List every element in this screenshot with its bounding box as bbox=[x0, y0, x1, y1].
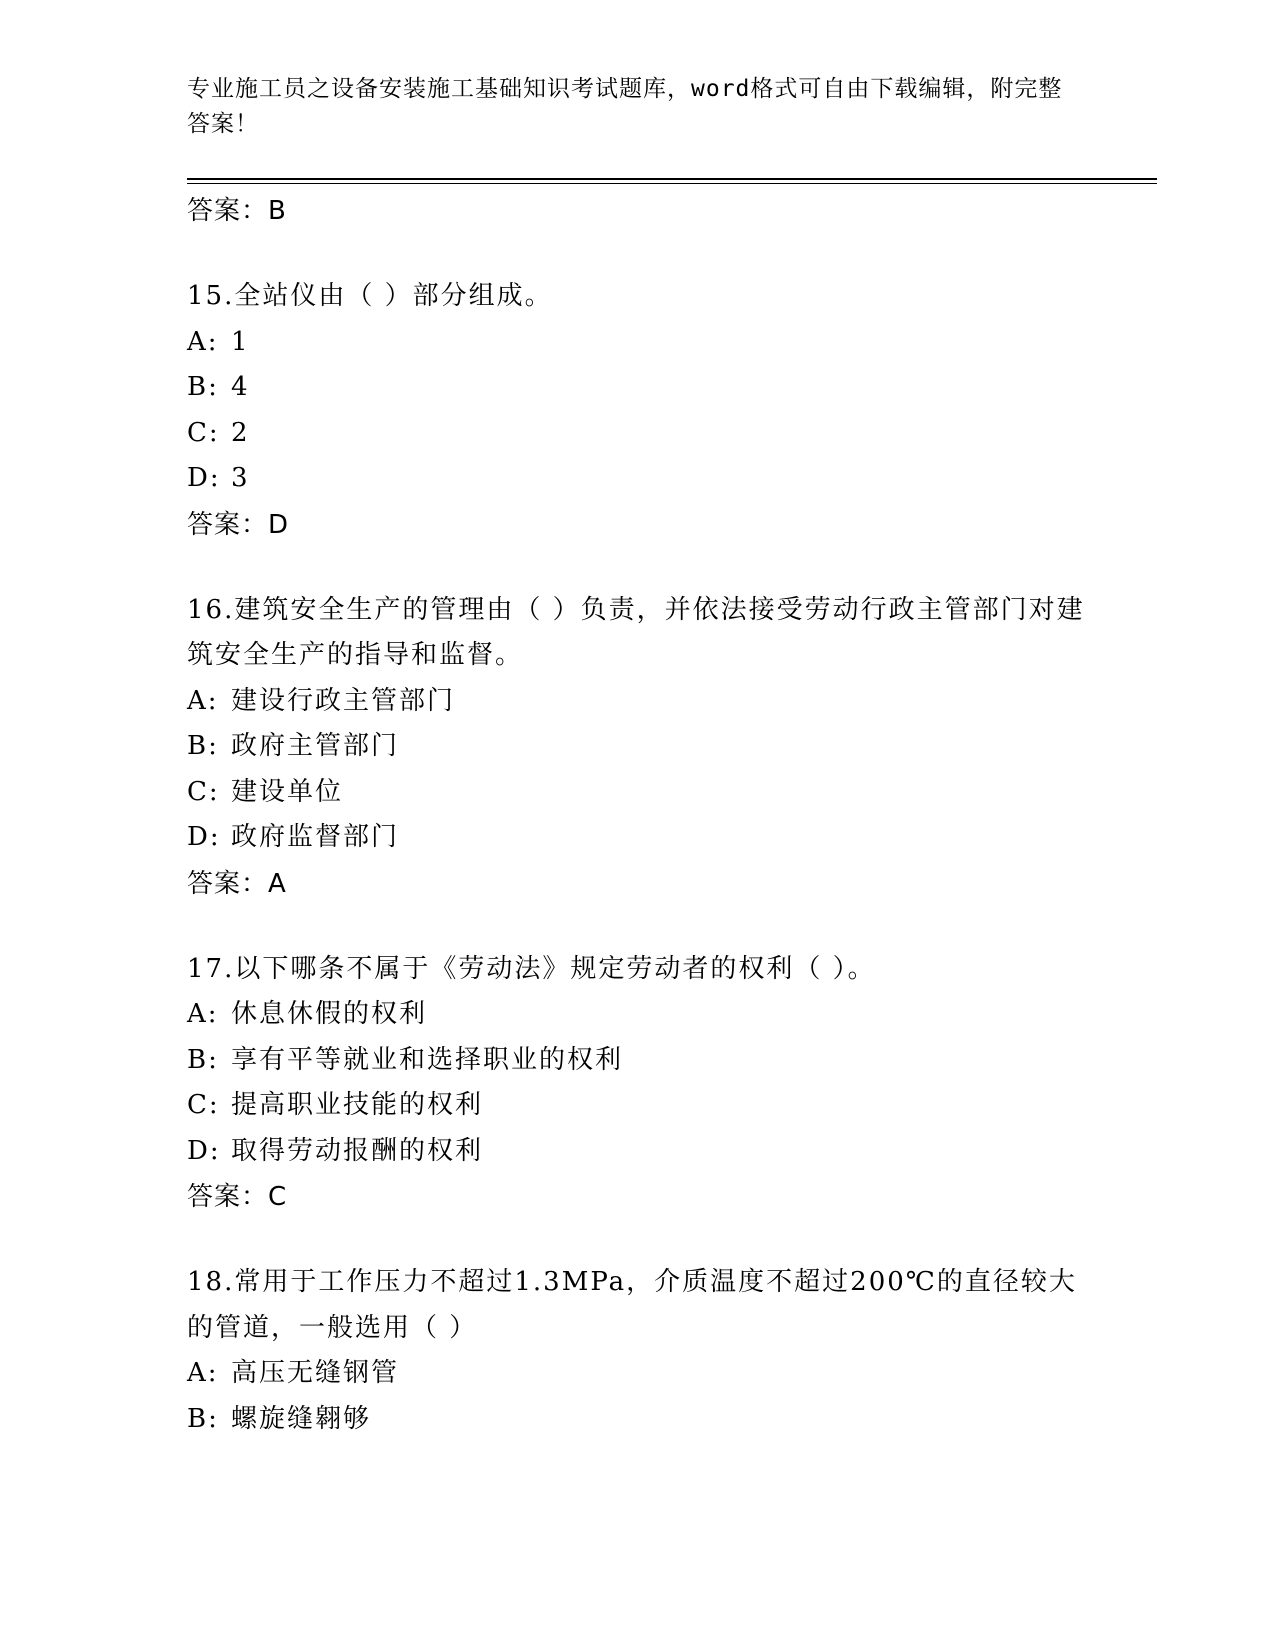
question-text: 16.建筑安全生产的管理由（ ）负责，并依法接受劳动行政主管部门对建筑安全生产的指导和监督。 bbox=[187, 594, 1085, 670]
question-block bbox=[187, 588, 1087, 907]
question-text: 15.全站仪由（ ）部分组成。 bbox=[187, 281, 553, 311]
option-text: 享有平等就业和选择职业的权利 bbox=[231, 1044, 624, 1075]
option-line bbox=[187, 724, 1087, 770]
option-line bbox=[187, 1083, 1087, 1129]
option-letter: A: bbox=[187, 1358, 219, 1388]
option-text: 建设行政主管部门 bbox=[231, 685, 456, 716]
option-letter: D: bbox=[187, 822, 221, 852]
option-letter: D: bbox=[187, 1135, 221, 1166]
question-list bbox=[187, 188, 1087, 1442]
option-line bbox=[187, 815, 1087, 861]
answer-line: 答案：B bbox=[187, 196, 287, 226]
option-letter: D: bbox=[187, 463, 221, 493]
question-text: 18.常用于工作压力不超过1.3MPa，介质温度不超过200℃的直径较大的管道，一般选用（ ） bbox=[187, 1267, 1077, 1343]
option-letter: B: bbox=[187, 372, 219, 402]
option-text: 高压无缝钢管 bbox=[231, 1358, 400, 1388]
option-letter: A: bbox=[187, 685, 219, 716]
option-line bbox=[187, 456, 1087, 502]
question-block bbox=[187, 274, 1087, 548]
option-text: 建设单位 bbox=[231, 776, 344, 807]
option-letter: B: bbox=[187, 1403, 219, 1434]
answer-line: 答案：A bbox=[187, 868, 287, 899]
question-block bbox=[187, 947, 1087, 1221]
option-line bbox=[187, 1038, 1087, 1084]
answer-line: 答案：D bbox=[187, 509, 290, 540]
option-text: 1 bbox=[231, 326, 250, 357]
option-line bbox=[187, 1129, 1087, 1175]
option-line bbox=[187, 770, 1087, 816]
option-text: 3 bbox=[231, 463, 250, 493]
question-block bbox=[187, 1260, 1087, 1442]
option-line bbox=[187, 1397, 1087, 1443]
option-text: 螺旋缝翱够 bbox=[231, 1403, 372, 1434]
answer-line: 答案：C bbox=[187, 1182, 288, 1212]
option-line bbox=[187, 411, 1087, 457]
option-letter: C: bbox=[187, 776, 220, 807]
option-letter: C: bbox=[187, 417, 220, 448]
option-line bbox=[187, 1351, 1087, 1397]
option-line bbox=[187, 679, 1087, 725]
option-letter: B: bbox=[187, 731, 219, 761]
option-text: 取得劳动报酬的权利 bbox=[231, 1135, 484, 1166]
option-text: 4 bbox=[231, 372, 250, 402]
option-letter: C: bbox=[187, 1090, 220, 1120]
header-divider bbox=[187, 178, 1157, 184]
option-line bbox=[187, 320, 1087, 366]
option-text: 政府主管部门 bbox=[231, 731, 400, 761]
question-text: 17.以下哪条不属于《劳动法》规定劳动者的权利（ ）。 bbox=[187, 953, 876, 984]
document-header: 专业施工员之设备安装施工基础知识考试题库，word格式可自由下载编辑，附完整答案！ bbox=[187, 76, 1063, 137]
option-text: 休息休假的权利 bbox=[231, 999, 428, 1029]
option-text: 2 bbox=[231, 417, 250, 448]
option-line bbox=[187, 365, 1087, 411]
option-text: 提高职业技能的权利 bbox=[231, 1090, 484, 1120]
option-line bbox=[187, 992, 1087, 1038]
option-letter: A: bbox=[187, 999, 219, 1029]
option-letter: B: bbox=[187, 1044, 219, 1075]
option-text: 政府监督部门 bbox=[231, 822, 400, 852]
option-letter: A: bbox=[187, 326, 219, 357]
